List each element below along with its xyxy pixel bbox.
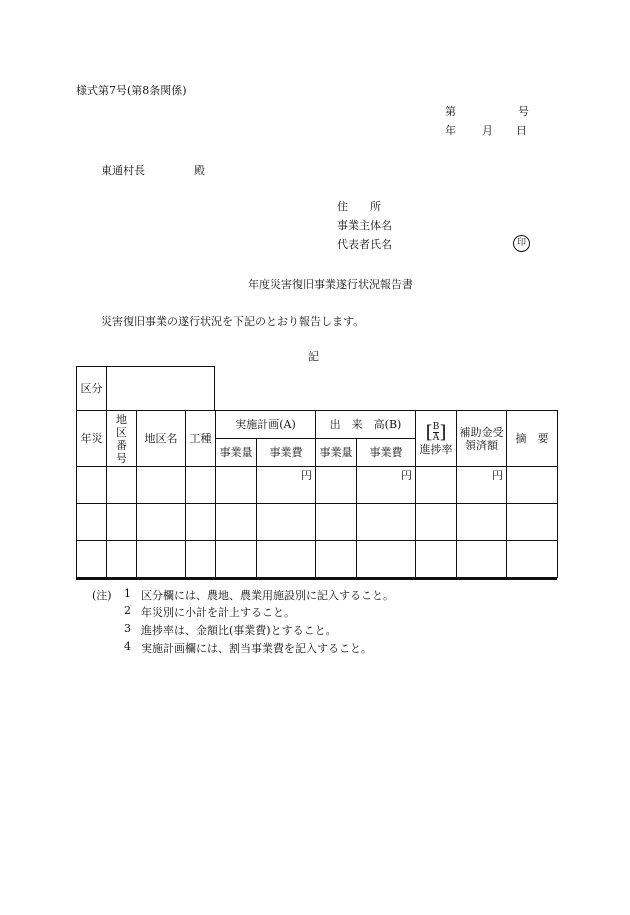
table-row: [77, 467, 558, 504]
col-chiku-bango: 地区番号: [107, 411, 137, 467]
doc-number-suffix: 号: [518, 105, 529, 118]
yen-unit: 円: [301, 469, 312, 482]
cell-jisshi-jigyohi[interactable]: [257, 467, 316, 504]
yen-unit: 円: [492, 469, 504, 482]
cell-chiku-bango[interactable]: [107, 541, 137, 578]
col-shinchoku-ritsu: [ $\frac{B}{A}$ ] 進捗率: [416, 411, 457, 467]
cell-jisshi-jigyohi[interactable]: [257, 541, 316, 578]
note-number: 2: [124, 604, 131, 617]
notes-label: (注): [92, 589, 112, 602]
cell-tekiyo[interactable]: [507, 504, 558, 541]
col-dekidaka-jigyohi: 事業費: [357, 439, 416, 467]
note-number: 4: [124, 640, 131, 653]
cell-hojokin[interactable]: [457, 467, 507, 504]
cell-shinchoku[interactable]: [416, 504, 457, 541]
cell-chikumei[interactable]: [137, 504, 186, 541]
cell-dekidaka-jigyoryo[interactable]: [316, 541, 357, 578]
col-hojokin: 補助金受領済額: [457, 411, 507, 467]
cell-jisshi-jigyohi[interactable]: [257, 504, 316, 541]
address-label: 住 所: [337, 200, 381, 213]
form-number: 様式第7号(第8条関係): [76, 84, 187, 97]
cell-tekiyo[interactable]: [507, 467, 558, 504]
cell-hojokin[interactable]: [457, 504, 507, 541]
col-koshu: 工種: [186, 411, 216, 467]
note-number: 3: [124, 622, 131, 635]
body-text: 災害復旧事業の遂行状況を下記のとおり報告します。: [101, 315, 365, 328]
note-number: 1: [124, 587, 131, 600]
col-dekidaka: 出 来 高(B): [316, 411, 416, 439]
cell-dekidaka-jigyohi[interactable]: [357, 467, 416, 504]
table-row: [77, 541, 558, 578]
cell-shinchoku[interactable]: [416, 467, 457, 504]
cell-chiku-bango[interactable]: [107, 504, 137, 541]
ratio-numerator: B: [432, 421, 440, 432]
shinchoku-label: 進捗率: [419, 442, 453, 456]
entity-name-label: 事業主体名: [337, 219, 392, 232]
addressee-name: 東通村長: [101, 164, 145, 177]
table-bottom-rule: [76, 577, 557, 580]
kubun-label: 区分: [77, 367, 107, 411]
ki-heading: 記: [308, 350, 319, 363]
cell-koshu[interactable]: [186, 467, 216, 504]
addressee-honorific: 殿: [194, 164, 205, 177]
cell-chiku-bango[interactable]: [107, 467, 137, 504]
cell-dekidaka-jigyohi[interactable]: [357, 541, 416, 578]
note-text: 進捗率は、金額比(事業費)とすること。: [141, 624, 337, 637]
cell-koshu[interactable]: [186, 504, 216, 541]
representative-label: 代表者氏名: [337, 238, 392, 251]
ratio-denominator: A: [432, 432, 440, 443]
seal-mark: 印: [513, 235, 530, 252]
header-row-1: [77, 411, 558, 439]
cell-chikumei[interactable]: [137, 467, 186, 504]
cell-hojokin[interactable]: [457, 541, 507, 578]
cell-nensai[interactable]: [77, 467, 107, 504]
note-text: 年災別に小計を計上すること。: [141, 606, 295, 619]
cell-dekidaka-jigyoryo[interactable]: [316, 504, 357, 541]
note-text: 区分欄には、農地、農業用施設別に記入すること。: [141, 589, 394, 602]
cell-dekidaka-jigyohi[interactable]: [357, 504, 416, 541]
document-title: 年度災害復旧事業遂行状況報告書: [248, 278, 413, 291]
doc-number-prefix: 第: [445, 105, 456, 118]
date-month: 月: [482, 124, 493, 137]
cell-shinchoku[interactable]: [416, 541, 457, 578]
kubun-box: [76, 366, 215, 410]
cell-jisshi-jigyoryo[interactable]: [216, 541, 257, 578]
date-year: 年: [445, 124, 456, 137]
cell-nensai[interactable]: [77, 504, 107, 541]
cell-chikumei[interactable]: [137, 541, 186, 578]
cell-nensai[interactable]: [77, 541, 107, 578]
col-nensai: 年災: [77, 411, 107, 467]
col-chikumei: 地区名: [137, 411, 186, 467]
cell-jisshi-jigyoryo[interactable]: [216, 504, 257, 541]
col-tekiyo: 摘 要: [507, 411, 558, 467]
report-table: [76, 410, 558, 578]
cell-koshu[interactable]: [186, 541, 216, 578]
cell-jisshi-jigyoryo[interactable]: [216, 467, 257, 504]
date-day: 日: [516, 124, 527, 137]
cell-tekiyo[interactable]: [507, 541, 558, 578]
col-jisshi-jigyohi: 事業費: [257, 439, 316, 467]
col-jisshi-keikaku: 実施計画(A): [216, 411, 316, 439]
note-text: 実施計画欄には、割当事業費を記入すること。: [141, 642, 372, 655]
cell-dekidaka-jigyoryo[interactable]: [316, 467, 357, 504]
col-jisshi-jigyoryo: 事業量: [216, 439, 257, 467]
col-dekidaka-jigyoryo: 事業量: [316, 439, 357, 467]
table-row: [77, 504, 558, 541]
yen-unit: 円: [401, 469, 413, 482]
